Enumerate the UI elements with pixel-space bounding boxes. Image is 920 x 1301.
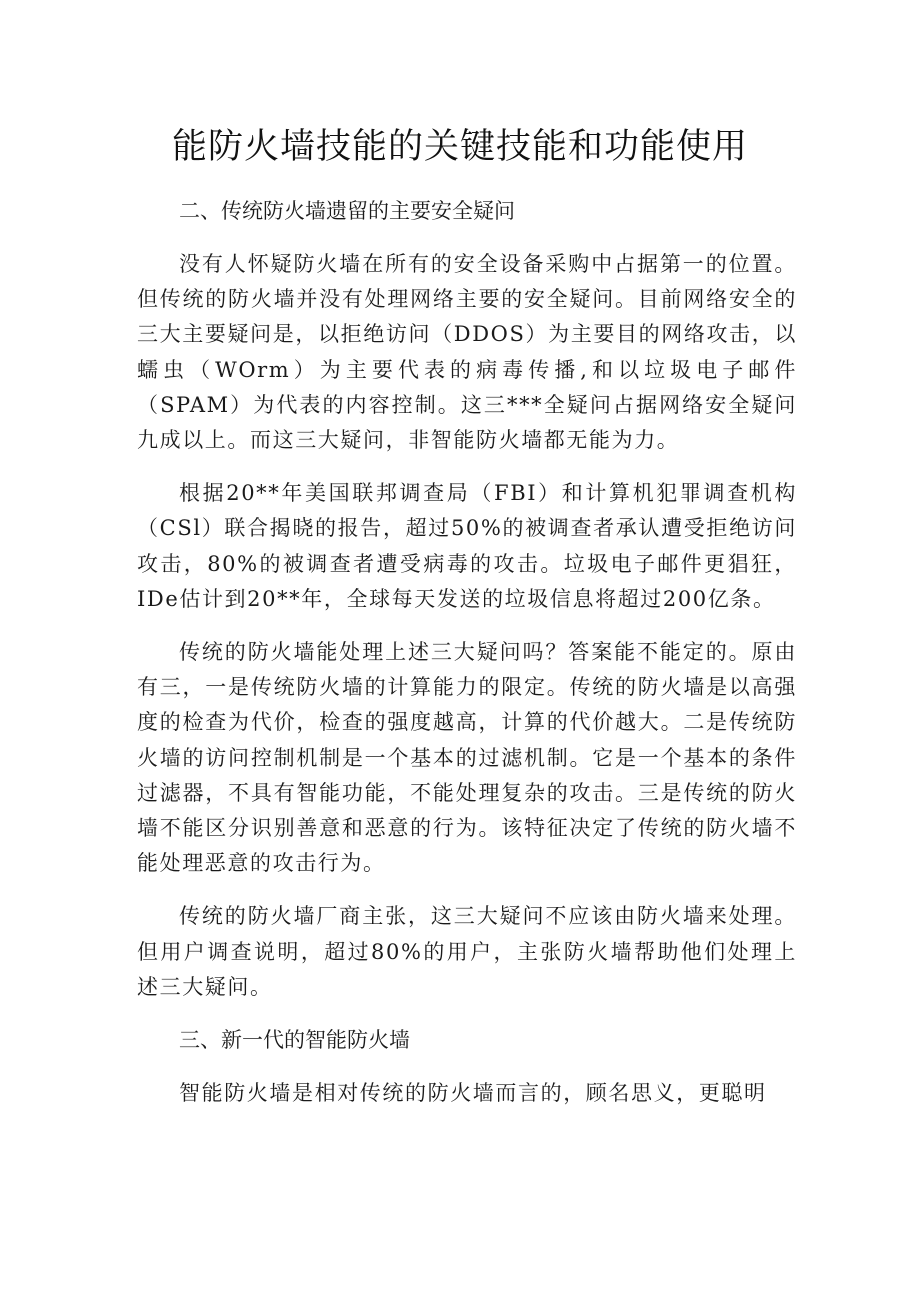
document-title: 能防火墙技能的关键技能和功能使用 <box>171 127 748 167</box>
paragraph: 传统的防火墙厂商主张，这三大疑问不应该由防火墙来处理。但用户调查说明，超过80%的用户，主张防火墙帮助他们处理上述三大疑问。 <box>137 904 797 999</box>
section-heading: 二、传统防火墙遗留的主要安全疑问 <box>179 199 515 223</box>
section-heading: 三、新一代的智能防火墙 <box>179 1028 410 1053</box>
document-body <box>137 194 797 1129</box>
paragraph: 智能防火墙是相对传统的防火墙而言的，顾名思义，更聪明 <box>179 1081 767 1106</box>
paragraph: 根据20**年美国联邦调查局（FBI）和计算机犯罪调查机构（CSl）联合揭晓的报告，超过50%的被调查者承认遭受拒绝访问攻击，80%的被调查者遭受病毒的攻击。垃圾电子邮件更猖狂，IDe估计到20**年，全球每天发送的垃圾信息将超过200亿条。 <box>137 481 797 611</box>
paragraph: 没有人怀疑防火墙在所有的安全设备采购中占据第一的位置。但传统的防火墙并没有处理网络主要的安全疑问。目前网络安全的三大主要疑问是，以拒绝访问（DDOS）为主要目的网络攻击，以蠕虫（WOrm）为主要代表的病毒传播,和以垃圾电子邮件（SPAM）为代表的内容控制。这三***全疑问占据网络安全疑问九成以上。而这三大疑问，非智能防火墙都无能为力。 <box>137 252 797 453</box>
paragraph: 传统的防火墙能处理上述三大疑问吗？答案能不能定的。原由有三，一是传统防火墙的计算能力的限定。传统的防火墙是以高强度的检查为代价，检查的强度越高，计算的代价越大。二是传统防火墙的访问控制机制是一个基本的过滤机制。它是一个基本的条件过滤器，不具有智能功能，不能处理复杂的攻击。三是传统的防火墙不能区分识别善意和恶意的行为。该特征决定了传统的防火墙不能处理恶意的攻击行为。 <box>137 640 797 876</box>
